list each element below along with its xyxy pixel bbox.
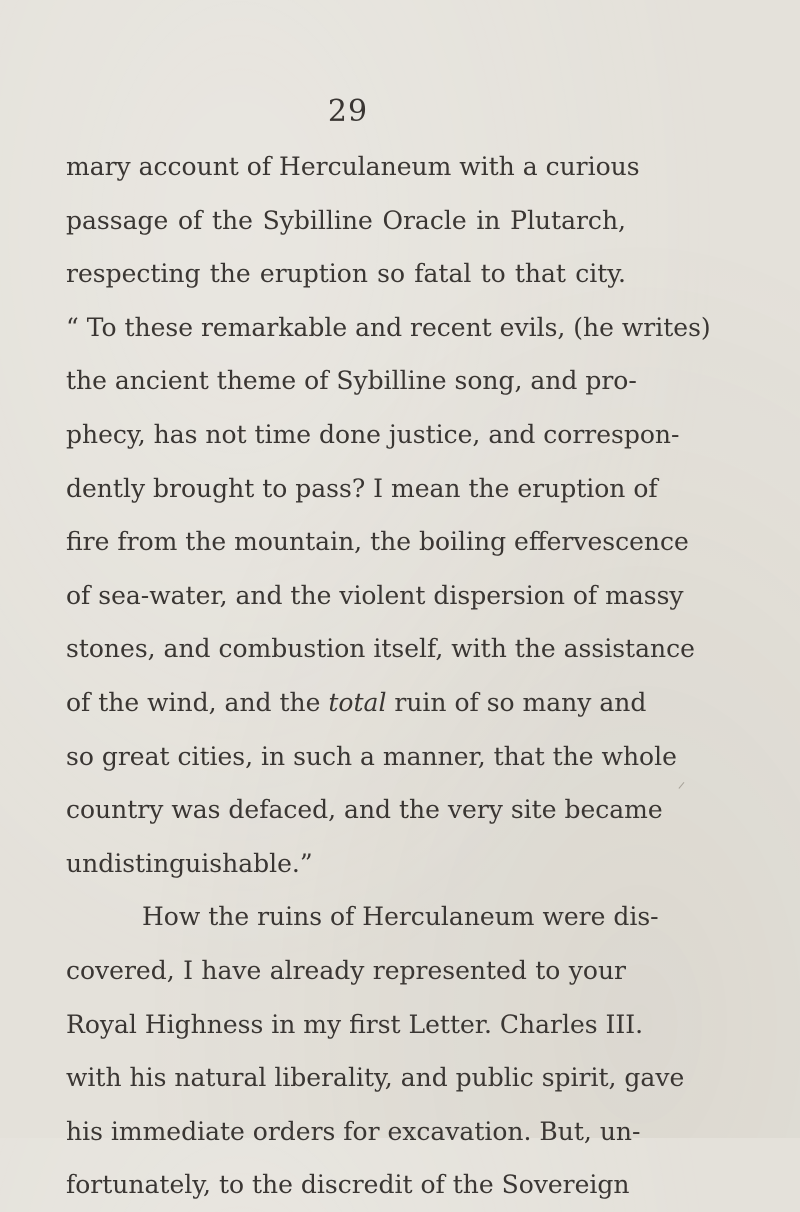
- text-line: fortunately, to the discredit of the Sovereign: [66, 1170, 630, 1200]
- text-line: stones, and combustion itself, with the assistance: [66, 634, 695, 664]
- text-line: country was defaced, and the very site became: [66, 795, 663, 825]
- text-line: passage of the Sybilline Oracle in Plutarch,: [66, 205, 626, 235]
- italic-word: total: [328, 687, 387, 717]
- margin-mark: [678, 782, 690, 794]
- text-line: so great cities, in such a manner, that the whole: [66, 741, 677, 771]
- text-line: the ancient theme of Sybilline song, and pro-: [66, 366, 637, 396]
- text-line: phecy, has not time done justice, and correspon-: [66, 419, 680, 449]
- text-line: with his natural liberality, and public spirit, gave: [66, 1063, 685, 1093]
- body-text: [66, 140, 711, 1212]
- text-line: Royal Highness in my first Letter. Charles III.: [66, 1009, 644, 1039]
- text-line: dently brought to pass? I mean the eruption of: [66, 473, 658, 503]
- page-number: 29: [327, 94, 369, 129]
- text-line-paragraph-end: undistinguishable.”: [66, 848, 313, 878]
- text-line: covered, I have already represented to your: [66, 955, 626, 985]
- text-line: of the wind, and the total ruin of so many and: [66, 687, 647, 717]
- text-line: mary account of Herculaneum with a curious: [66, 152, 640, 181]
- text-line: “ To these remarkable and recent evils, (he writes): [66, 312, 711, 342]
- text-line: of sea-water, and the violent dispersion of massy: [66, 580, 684, 610]
- text-line: his immediate orders for excavation. But, un-: [66, 1116, 641, 1146]
- text-line: respecting the eruption so fatal to that city.: [66, 259, 626, 289]
- text-line-paragraph-start: How the ruins of Herculaneum were dis-: [142, 902, 659, 932]
- text-line: fire from the mountain, the boiling effervescence: [66, 527, 689, 557]
